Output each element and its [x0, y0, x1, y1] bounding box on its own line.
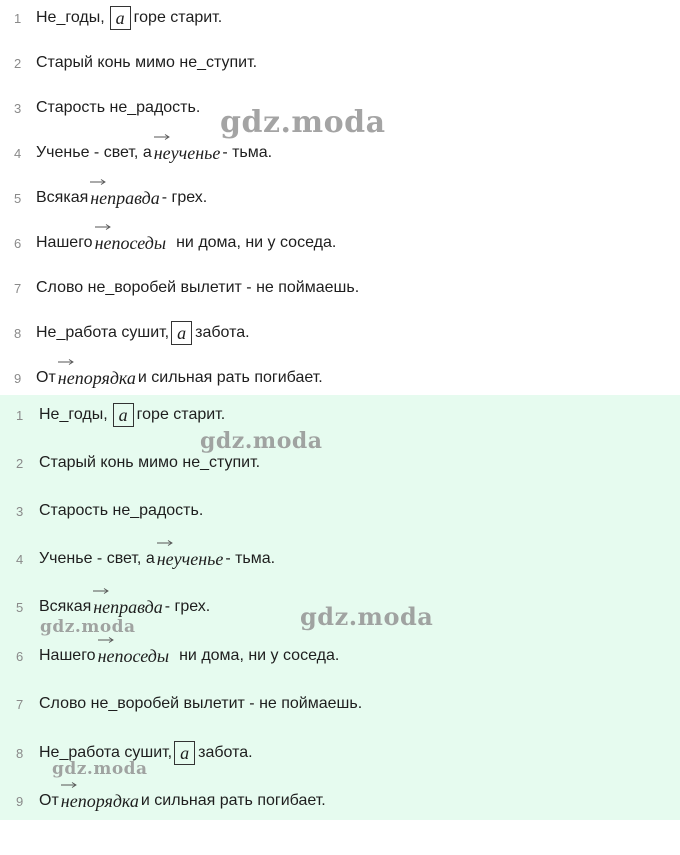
italic-word: неправда [93, 596, 163, 617]
proverb-line-9 [0, 786, 326, 816]
boxed-letter: а [110, 6, 131, 30]
emphasized-word [93, 233, 169, 254]
arrow-icon [95, 224, 111, 230]
proverb-line-3 [0, 496, 203, 526]
arrow-icon [90, 179, 106, 185]
line-number: 2 [16, 455, 24, 471]
proverb-line-7 [0, 689, 362, 719]
italic-word: неученье [153, 142, 221, 163]
exercise-text-block-2 [0, 395, 680, 820]
line-text: и сильная рать погибает. [140, 792, 326, 809]
line-text: Слово не_воробей вылетит - не поймаешь. [39, 695, 363, 712]
italic-word: неученье [156, 548, 224, 569]
emphasized-word [155, 549, 226, 570]
line-number: 4 [14, 145, 22, 161]
line-text: ни дома, ни у соседа. [176, 234, 337, 251]
proverb-line-4 [0, 138, 272, 168]
line-number: 8 [14, 325, 22, 341]
watermark: gdz.moda [200, 428, 323, 454]
line-text: - тьма. [225, 550, 276, 567]
proverb-line-3 [0, 93, 200, 123]
line-text: Нашего [36, 234, 93, 251]
arrow-icon [58, 359, 74, 365]
line-number: 2 [14, 55, 22, 71]
arrow-icon [98, 637, 114, 643]
emphasized-word [96, 646, 172, 667]
emphasized-word [56, 368, 138, 389]
line-number: 5 [16, 599, 24, 615]
italic-word: непоседы [97, 645, 170, 666]
proverb-line-2 [0, 448, 260, 478]
emphasized-word [59, 791, 141, 812]
line-number: 3 [16, 503, 24, 519]
line-number: 8 [16, 745, 24, 761]
line-text: Нашего [39, 647, 96, 664]
italic-word: неправда [90, 187, 160, 208]
watermark: gdz.moda [52, 759, 148, 779]
line-number: 9 [16, 793, 24, 809]
proverb-line-7 [0, 273, 359, 303]
proverb-line-5 [0, 183, 207, 213]
line-text: горе старит. [136, 406, 226, 423]
line-text: Всякая [36, 189, 89, 206]
boxed-letter: а [174, 741, 195, 765]
line-text: Старость не_радость. [36, 99, 201, 116]
line-text: Ученье - свет, а [39, 550, 155, 567]
line-text: - грех. [161, 189, 208, 206]
proverb-line-6 [0, 228, 336, 258]
line-text: ни дома, ни у соседа. [179, 647, 340, 664]
emphasized-word [88, 188, 162, 209]
watermark: gdz.moda [300, 602, 434, 631]
line-text: Старый конь мимо не_ступит. [36, 54, 258, 71]
proverb-line-4 [0, 544, 275, 574]
line-number: 7 [14, 280, 22, 296]
line-text: Не_годы, [39, 406, 108, 423]
line-text: Ученье - свет, а [36, 144, 152, 161]
arrow-icon [93, 588, 109, 594]
line-text: От [39, 792, 59, 809]
proverb-line-8 [0, 318, 250, 348]
arrow-icon [157, 540, 173, 546]
proverb-line-1 [0, 400, 225, 430]
line-text: - тьма. [222, 144, 273, 161]
emphasized-word [152, 143, 223, 164]
line-text: Старость не_радость. [39, 502, 204, 519]
italic-word: непорядка [60, 790, 139, 811]
line-number: 7 [16, 696, 24, 712]
boxed-letter: а [113, 403, 134, 427]
arrow-icon [154, 134, 170, 140]
line-text: Не_работа сушит, [36, 324, 170, 341]
italic-word: непорядка [57, 367, 136, 388]
proverb-line-9 [0, 363, 323, 393]
line-text: забота. [198, 744, 253, 761]
line-number: 6 [14, 235, 22, 251]
emphasized-word [91, 597, 165, 618]
proverb-line-1 [0, 3, 222, 33]
line-number: 4 [16, 551, 24, 567]
exercise-text-block-1 [0, 0, 680, 395]
arrow-icon [61, 782, 77, 788]
line-number: 9 [14, 370, 22, 386]
line-number: 3 [14, 100, 22, 116]
line-text: Старый конь мимо не_ступит. [39, 454, 261, 471]
line-text: и сильная рать погибает. [137, 369, 323, 386]
line-text: Всякая [39, 598, 92, 615]
line-text: горе старит. [133, 9, 223, 26]
line-text: забота. [195, 324, 250, 341]
boxed-letter: а [171, 321, 192, 345]
line-text: Не_работа сушит, [39, 744, 173, 761]
proverb-line-8 [0, 738, 253, 768]
line-text: Не_годы, [36, 9, 105, 26]
proverb-line-5 [0, 592, 210, 622]
line-text: - грех. [164, 598, 211, 615]
watermark: gdz.moda [40, 617, 136, 637]
watermark: gdz.moda [220, 105, 386, 140]
line-number: 1 [14, 10, 22, 26]
proverb-line-6 [0, 641, 339, 671]
italic-word: непоседы [94, 232, 167, 253]
line-number: 1 [16, 407, 24, 423]
line-number: 5 [14, 190, 22, 206]
line-text: От [36, 369, 56, 386]
proverb-line-2 [0, 48, 257, 78]
line-number: 6 [16, 648, 24, 664]
line-text: Слово не_воробей вылетит - не поймаешь. [36, 279, 360, 296]
